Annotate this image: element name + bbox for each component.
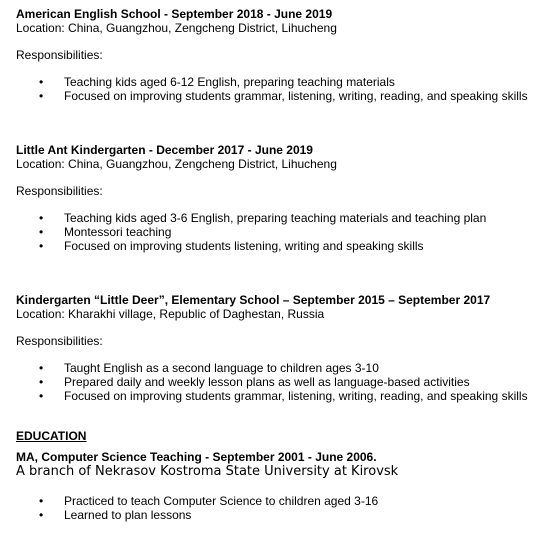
list-item-text: Focused on improving students grammar, listening, writing, reading, and speaking skills [64,389,528,403]
job-title: American English School - September 2018 - June 2019 [16,7,333,21]
list-item-text: Learned to plan lessons [64,508,192,522]
list-item [16,389,536,403]
bullet-icon: • [39,494,44,508]
responsibilities-list [16,75,536,103]
bullet-icon: • [39,211,44,225]
education-section [16,429,536,522]
list-item [16,508,536,522]
spacer [16,103,536,143]
bullet-icon: • [39,225,44,239]
bullet-icon: • [39,239,44,253]
list-item-text: Montessori teaching [64,225,172,239]
job-entry [16,7,536,103]
spacer [16,253,536,293]
job-title: Little Ant Kindergarten - December 2017 - June 2019 [16,143,313,157]
section-heading: EDUCATION [16,429,87,443]
job-location: Location: China, Guangzhou, Zengcheng District, Lihucheng [16,21,337,35]
bullet-icon: • [39,375,44,389]
list-item-text: Focused on improving students listening, writing and speaking skills [64,239,424,253]
resume-page [16,7,536,522]
list-item [16,211,536,225]
list-item [16,375,536,389]
list-item [16,361,536,375]
list-item-text: Prepared daily and weekly lesson plans as well as language-based activities [64,375,470,389]
education-list [16,494,536,522]
bullet-icon: • [39,75,44,89]
list-item-text: Teaching kids aged 6-12 English, preparing teaching materials [64,75,395,89]
list-item [16,75,536,89]
responsibilities-list [16,361,536,403]
list-item [16,239,536,253]
list-item-text: Teaching kids aged 3-6 English, preparing teaching materials and teaching plan [64,211,487,225]
bullet-icon: • [39,389,44,403]
bullet-icon: • [39,89,44,103]
job-location: Location: China, Guangzhou, Zengcheng District, Lihucheng [16,157,337,171]
bullet-icon: • [39,508,44,522]
job-entry [16,143,536,253]
list-item [16,89,536,103]
job-entry [16,293,536,403]
job-title: Kindergarten “Little Deer”, Elementary School – September 2015 – September 2017 [16,293,491,307]
job-location: Location: Kharakhi village, Republic of Daghestan, Russia [16,307,325,321]
list-item-text: Practiced to teach Computer Science to children aged 3-16 [64,494,379,508]
spacer [16,443,536,450]
responsibilities-list [16,211,536,253]
school-name: A branch of Nekrasov Kostroma State University at Kirovsk [16,464,399,479]
list-item-text: Taught English as a second language to children ages 3-10 [64,361,379,375]
responsibilities-label: Responsibilities: [16,334,103,348]
spacer [16,403,536,429]
list-item [16,494,536,508]
list-item-text: Focused on improving students grammar, listening, writing, reading, and speaking skills [64,89,528,103]
degree-title: MA, Computer Science Teaching - September 2001 - June 2006. [16,450,377,464]
responsibilities-label: Responsibilities: [16,48,103,62]
bullet-icon: • [39,361,44,375]
responsibilities-label: Responsibilities: [16,184,103,198]
list-item [16,225,536,239]
